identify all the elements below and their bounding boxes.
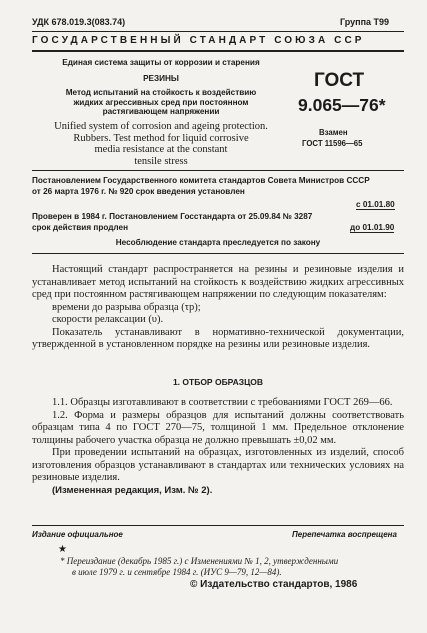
amendment-note: (Измененная редакция, Изм. № 2). (52, 484, 213, 496)
check-line-2: срок действия продлен (32, 223, 129, 232)
clause-1-2-extra: При проведении испытаний на образцах, изготовленных из изделий, способ изготовления образцов устанавливают в стандартах или технических условиях на резиновые изделия. (32, 447, 404, 483)
title-rule (32, 170, 404, 171)
decree-line-2: от 26 марта 1976 г. № 920 срок введения установлен (32, 187, 245, 196)
indicator-relaxation: скорости релаксации (υ). (52, 314, 164, 325)
footer-rule (32, 525, 404, 526)
intro-date: с 01.01.80 (356, 200, 395, 209)
official-edition: Издание официальное (32, 530, 123, 539)
method-title-en (32, 121, 290, 167)
top-rule (32, 31, 404, 32)
copyright: © Издательство стандартов, 1986 (190, 579, 358, 590)
law-warning: Несоблюдение стандарта преследуется по закону (115, 238, 321, 247)
method-ru-line: Метод испытаний на стойкость к воздействию (65, 88, 257, 97)
check-line-1: Проверен в 1984 г. Постановлением Госстандарта от 25.09.84 № 3287 (32, 212, 313, 221)
method-en-line: Rubbers. Test method for liquid corrosive (73, 132, 249, 144)
method-en-line: Unified system of corrosion and ageing protection. (54, 121, 268, 132)
valid-until: до 01.01.90 (350, 223, 395, 232)
section-heading: 1. ОТБОР ОБРАЗЦОВ (172, 377, 264, 387)
reissue-note-1: * Переиздание (декабрь 1985 г.) с Изменениями № 1, 2, утвержденными (60, 556, 339, 566)
system-title: Единая система защиты от коррозии и старения (62, 58, 260, 67)
replaces-label: Взамен (319, 128, 348, 137)
replaces-value: ГОСТ 11596—65 (302, 139, 363, 148)
intro-paragraph (32, 264, 404, 352)
subject-title: РЕЗИНЫ (143, 74, 179, 83)
state-standard-banner: ГОСУДАРСТВЕННЫЙ СТАНДАРТ СОЮЗА ССР (32, 35, 365, 46)
gost-number: 9.065—76* (298, 95, 386, 115)
banner-rule (32, 50, 404, 52)
method-en-line: tensile stress (134, 155, 188, 167)
udc-code: УДК 678.019.3(083.74) (32, 17, 126, 27)
method-title-ru (32, 88, 290, 117)
indicator-time: времени до разрыва образца (τр); (52, 301, 201, 313)
reissue-note-2: в июле 1979 г. и сентябре 1984 г. (ИУС 9—79, 12—84). (72, 567, 282, 577)
method-ru-line: жидких агрессивных сред при постоянном (73, 97, 249, 107)
clause-1-2: 1.2. Форма и размеры образцов для испытаний должны соответствовать образцам типа 4 по ГОСТ 270—75, толщиной 1 мм. Предельное отклонение толщины рабочего участка образца не должно превышать ±0,02 мм. (32, 409, 404, 446)
scope-paragraph: Настоящий стандарт распространяется на резины и резиновые изделия и устанавливает метод испытаний на стойкость к воздействию жидких агрессивных сред при постоянном растягивающем напряжении по следующим показателям: (32, 264, 404, 300)
decree-rule (32, 253, 404, 254)
method-ru-line: растягивающем напряжении (102, 107, 220, 116)
method-en-line: media resistance at the constant (94, 144, 228, 155)
section-1-body (32, 397, 404, 497)
star-icon: ★ (58, 544, 67, 555)
gost-label: ГОСТ (314, 70, 365, 91)
clause-1-1: 1.1. Образцы изготавливают в соответствии с требованиями ГОСТ 269—66. (52, 397, 393, 408)
indicator-paragraph: Показатель устанавливают в нормативно-технической документации, утвержденной в установленном порядке на резины или резиновые изделия. (32, 326, 404, 350)
group-code: Группа Т99 (340, 17, 390, 27)
reprint-prohibited: Перепечатка воспрещена (292, 530, 397, 539)
decree-line-1: Постановлением Государственного комитета стандартов Совета Министров СССР (32, 176, 370, 185)
